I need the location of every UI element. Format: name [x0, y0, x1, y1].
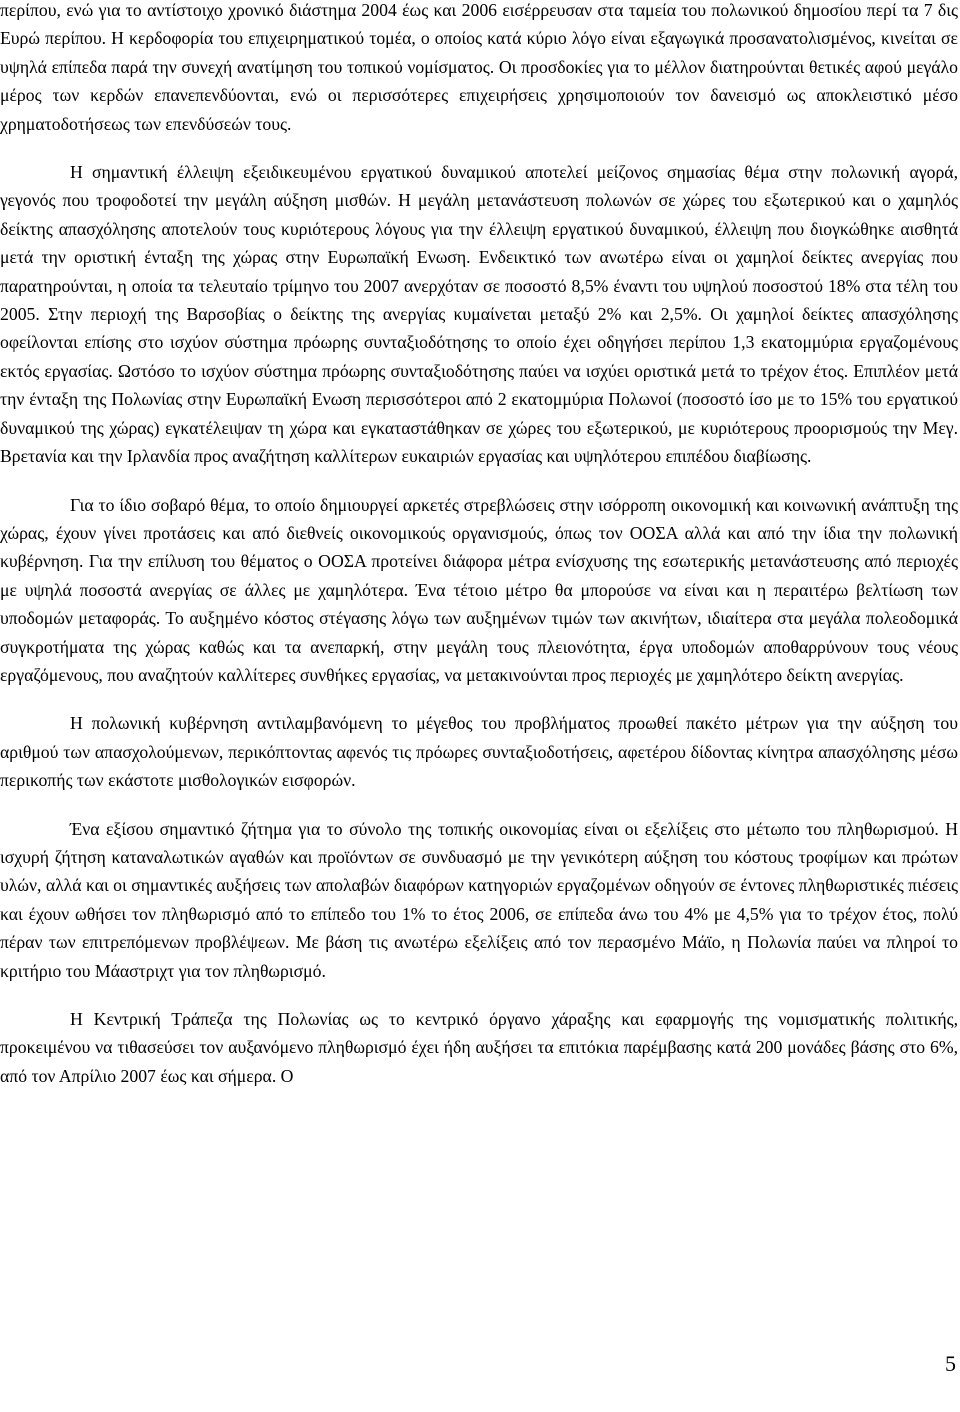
paragraph-5: Ένα εξίσου σημαντικό ζήτημα για το σύνολο της τοπικής οικονομίας είναι οι εξελίξεις στο μέτωπο του πληθωρισμού. Η ισχυρή ζήτηση καταναλωτικών αγαθών και προϊόντων σε συνδυασμό με την γενικότερη αύξηση του κόστους τροφίμων και πρώτων υλών, αλλά και οι σημαντικές αυξήσεις των απολαβών διαφόρων κατηγοριών εργαζομένων οδηγούν σε έντονες πληθωριστικές πιέσεις και έχουν ωθήσει τον πληθωρισμό από το επίπεδο του 1% το έτος 2006, σε επίπεδα άνω του 4% με 4,5% για το τρέχον έτος, πολύ πέραν των επιτρεπόμενων προβλέψεων. Με βάση τις ανωτέρω εξελίξεις από τον περασμένο Μάϊο, η Πολωνία παύει να πληροί το κριτήριο του Μάαστριχτ για τον πληθωρισμό. — [0, 818, 958, 981]
page-number: 5 — [945, 1351, 956, 1376]
paragraph-2: Η σημαντική έλλειψη εξειδικευμένου εργατικού δυναμικού αποτελεί μείζονος σημασίας θέμα στην πολωνική αγορά, γεγονός που τροφοδοτεί την μεγάλη αύξηση μισθών. Η μεγάλη μετανάστευση πολωνών σε χώρες του εξωτερικού και ο χαμηλός δείκτης απασχόλησης αποτελούν τους κυριότερους λόγους για την έλλειψη εργατικού δυναμικού, έλλειψη που διογκώθηκε αισθητά μετά την οριστική ένταξη της χώρας στην Ευρωπαϊκή Ενωση. Ενδεικτικό των ανωτέρω είναι οι χαμηλοί δείκτες ανεργίας που παρατηρούνται, η οποία τα τελευταίο τρίμηνο του 2007 ανερχόταν σε ποσοστό 8,5% έναντι του υψηλού ποσοστού 18% στα τέλη του 2005. Στην περιοχή της Βαρσοβίας ο δείκτης της ανεργίας κυμαίνεται μεταξύ 2% και 2,5%. Οι χαμηλοί δείκτες απασχόλησης οφείλονται επίσης στο ισχύον σύστημα πρόωρης συνταξιοδότησης το οποίο έχει οδηγήσει περίπου 1,3 εκατομμύρια εργαζομένους εκτός εργασίας. Ωστόσο το ισχύον σύστημα πρόωρης συνταξιοδότησης παύει να ισχύει οριστικά μετά το τρέχον έτος. Επιπλέον μετά την ένταξη της Πολωνίας στην Ευρωπαϊκή Ενωση περισσότεροι από 2 εκατομμύρια Πολωνοί (ποσοστό ίσο με το 15% του εργατικού δυναμικού της χώρας) εγκατέλειψαν τη χώρα και εγκαταστάθηκαν σε χώρες του εξωτερικού, με κυριότερους προορισμούς την Μεγ. Βρετανία και την Ιρλανδία προς αναζήτηση καλλίτερων ευκαιριών εργασίας και υψηλότερου επιπέδου διαβίωσης. — [0, 162, 958, 467]
paragraph-6: Η Κεντρική Τράπεζα της Πολωνίας ως το κεντρικό όργανο χάραξης και εφαρμογής της νομισματικής πολιτικής, προκειμένου να τιθασεύσει τον αυξανόμενο πληθωρισμό έχει ήδη αυξήσει τα επιτόκια παρέμβασης κατά 200 μονάδες βάσης στο 6%, από τον Απρίλιο 2007 έως και σήμερα. Ο — [0, 1009, 958, 1086]
paragraph-3: Για το ίδιο σοβαρό θέμα, το οποίο δημιουργεί αρκετές στρεβλώσεις στην ισόρροπη οικονομική και κοινωνική ανάπτυξη της χώρας, έχουν γίνει προτάσεις και από διεθνείς οικονομικούς οργανισμούς, όπως τον ΟΟΣΑ αλλά και από την ίδια την πολωνική κυβέρνηση. Για την επίλυση του θέματος ο ΟΟΣΑ προτείνει διάφορα μέτρα ενίσχυσης της εσωτερικής μετανάστευσης από περιοχές με υψηλά ποσοστά ανεργίας σε άλλες με χαμηλότερα. Ένα τέτοιο μέτρο θα μπορούσε να είναι και η περαιτέρω βελτίωση των υποδομών μεταφοράς. Το αυξημένο κόστος στέγασης λόγω των αυξημένων τιμών των ακινήτων, ιδιαίτερα στα μεγάλα πολεοδομικά συγκροτήματα της χώρας καθώς και τα ανεπαρκή, στην μεγάλη τους πλειονότητα, έργα υποδομών αποθαρρύνουν τους νέους εργαζόμενους, που αναζητούν καλλίτερες συνθήκες εργασίας, να μετακινούνται προς περιοχές με χαμηλότερο δείκτη ανεργίας. — [0, 494, 958, 685]
paragraph-4: Η πολωνική κυβέρνηση αντιλαμβανόμενη το μέγεθος του προβλήματος προωθεί πακέτο μέτρων για την αύξηση του αριθμού των απασχολούμενων, περικόπτοντας αφενός τις πρόωρες συνταξιοδοτήσεις, αφετέρου δίδοντας κίνητρα απασχόλησης μέσω περικοπής των εκάστοτε μισθολογικών εισφορών. — [0, 713, 958, 791]
paragraph-1: περίπου, ενώ για το αντίστοιχο χρονικό διάστημα 2004 έως και 2006 εισέρρευσαν στα ταμεία του πολωνικού δημοσίου περί τα 7 δις Ευρώ περίπου. Η κερδοφορία του επιχειρηματικού τομέα, ο οποίος κατά κύριο λόγο είναι εξαγωγικά προσανατολισμένος, κινείται σε υψηλά επίπεδα παρά την συνεχή ανατίμηση του τοπικού νομίσματος. Οι προσδοκίες για το μέλλον διατηρούνται θετικές αφού μεγάλο μέρος των κερδών επανεπενδύονται, ενώ οι περισσότερες επιχειρήσεις χρησιμοποιούν τον δανεισμό ως αποκλειστικό μέσο χρηματοδοτήσεως των επενδύσεών τους. — [0, 0, 958, 134]
